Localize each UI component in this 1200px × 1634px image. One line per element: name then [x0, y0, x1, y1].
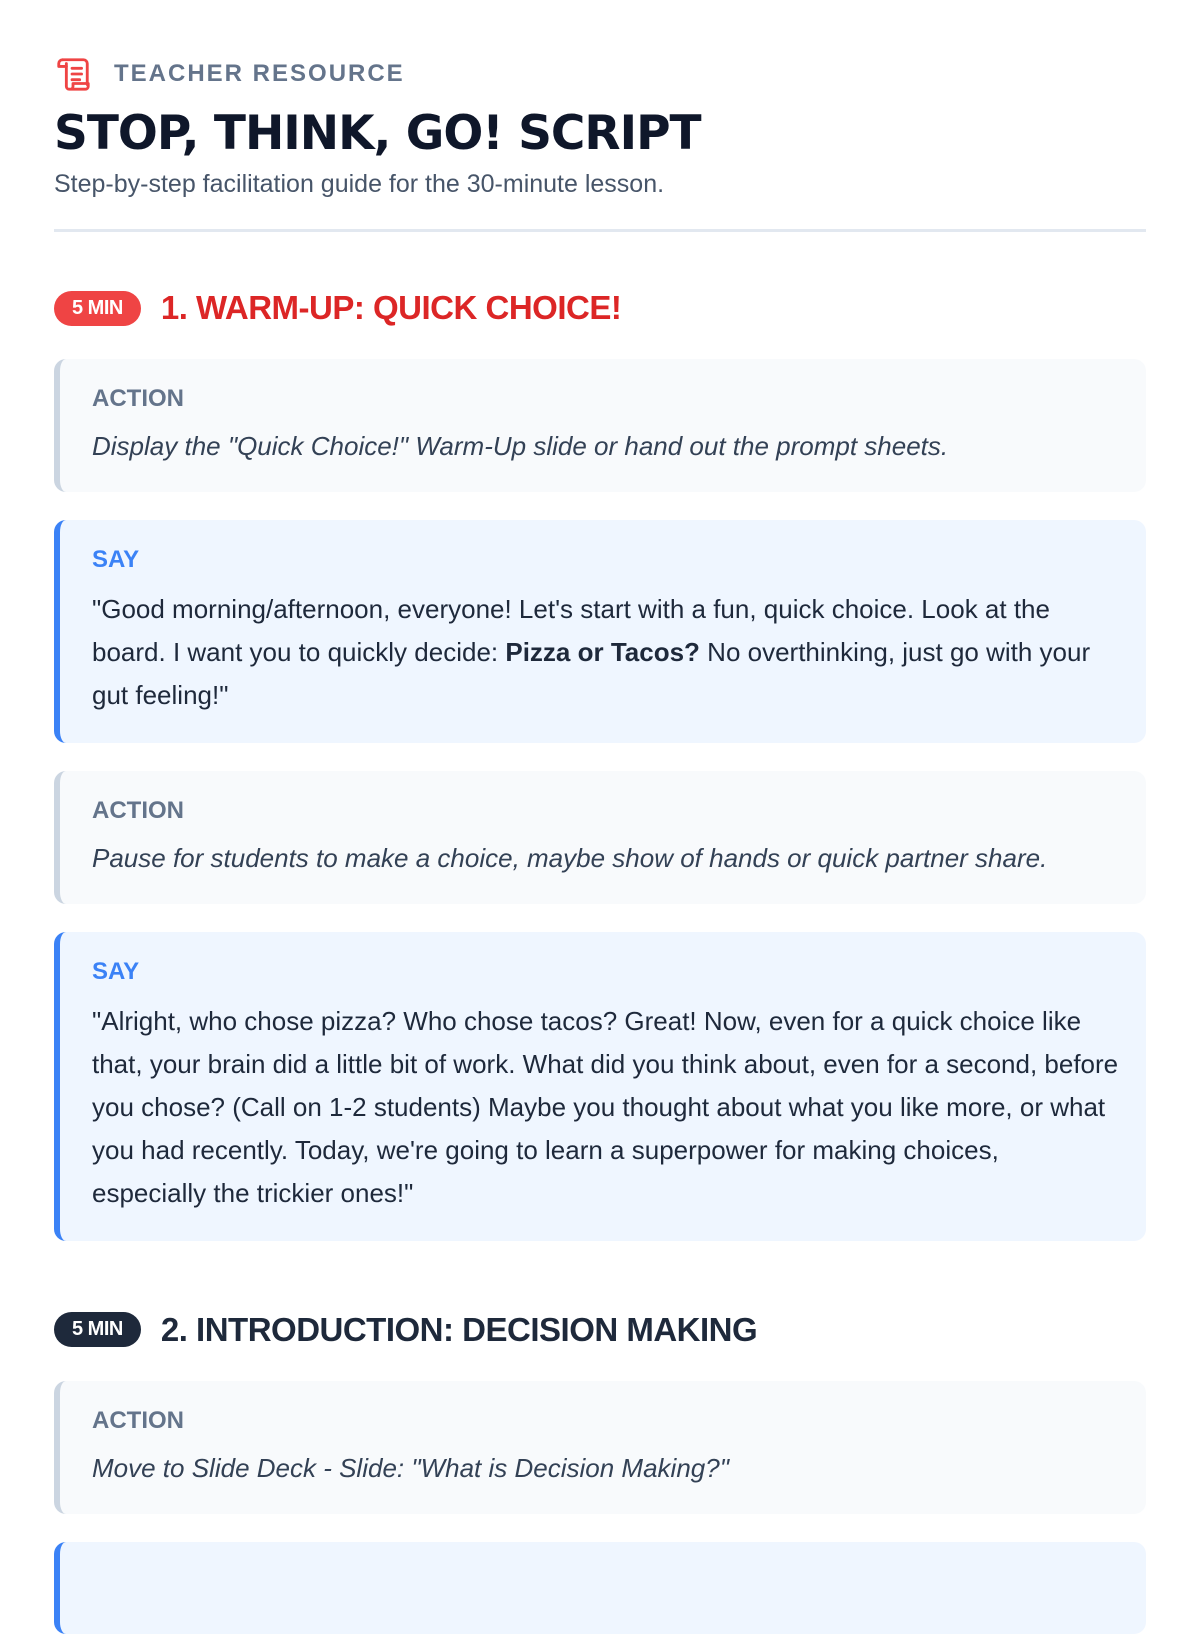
- section-header-introduction: [54, 1311, 1146, 1349]
- say-text-part: "Good morning/afternoon, everyone! Let's start with a fun, quick choice. Look at the board. I want you to quickly decide:: [92, 594, 1050, 668]
- section-title: 2. INTRODUCTION: DECISION MAKING: [160, 1310, 758, 1348]
- say-block: [54, 520, 1146, 743]
- action-text: Display the "Quick Choice!" Warm-Up slide or hand out the prompt sheets.: [92, 431, 949, 462]
- say-text: [92, 588, 1120, 717]
- action-label: ACTION: [92, 1406, 184, 1434]
- section-title: 1. WARM-UP: QUICK CHOICE!: [160, 289, 622, 327]
- page-title: STOP, THINK, GO! SCRIPT: [54, 106, 701, 161]
- page-subtitle: Step-by-step facilitation guide for the 30-minute lesson.: [54, 170, 665, 199]
- say-text-part: No overthinking, just go with your gut feeling!": [92, 637, 1091, 711]
- say-label: SAY: [92, 958, 140, 986]
- say-text: "Alright, who chose pizza? Who chose tacos? Great! Now, even for a quick choice like that, your brain did a little bit of work. What did you think about, even for a second, before you chose? (Call on 1-2 students) Maybe you thought about what you like more, or what you had recently. Today, we're going to learn a superpower for making choices, especially the trickier ones!": [92, 1006, 1119, 1208]
- eyebrow-label: TEACHER RESOURCE: [114, 60, 405, 87]
- action-label: ACTION: [92, 385, 184, 413]
- scroll-icon: [54, 55, 92, 93]
- duration-badge: 5 MIN: [54, 1312, 141, 1347]
- section-header-warm-up: [54, 289, 1146, 327]
- action-block: [54, 1381, 1146, 1514]
- action-block: [54, 771, 1146, 904]
- action-label: ACTION: [92, 797, 184, 825]
- action-block: [54, 359, 1146, 492]
- action-text: Move to Slide Deck - Slide: "What is Decision Making?": [92, 1452, 729, 1483]
- say-block-partial: [54, 1542, 1146, 1634]
- duration-badge: 5 MIN: [54, 291, 141, 326]
- say-label: SAY: [92, 546, 140, 574]
- header-divider: [54, 229, 1146, 232]
- action-text: Pause for students to make a choice, maybe show of hands or quick partner share.: [92, 843, 1048, 874]
- say-block: [54, 932, 1146, 1240]
- resource-eyebrow: [54, 54, 1146, 94]
- say-emphasis: Pizza or Tacos?: [505, 637, 700, 668]
